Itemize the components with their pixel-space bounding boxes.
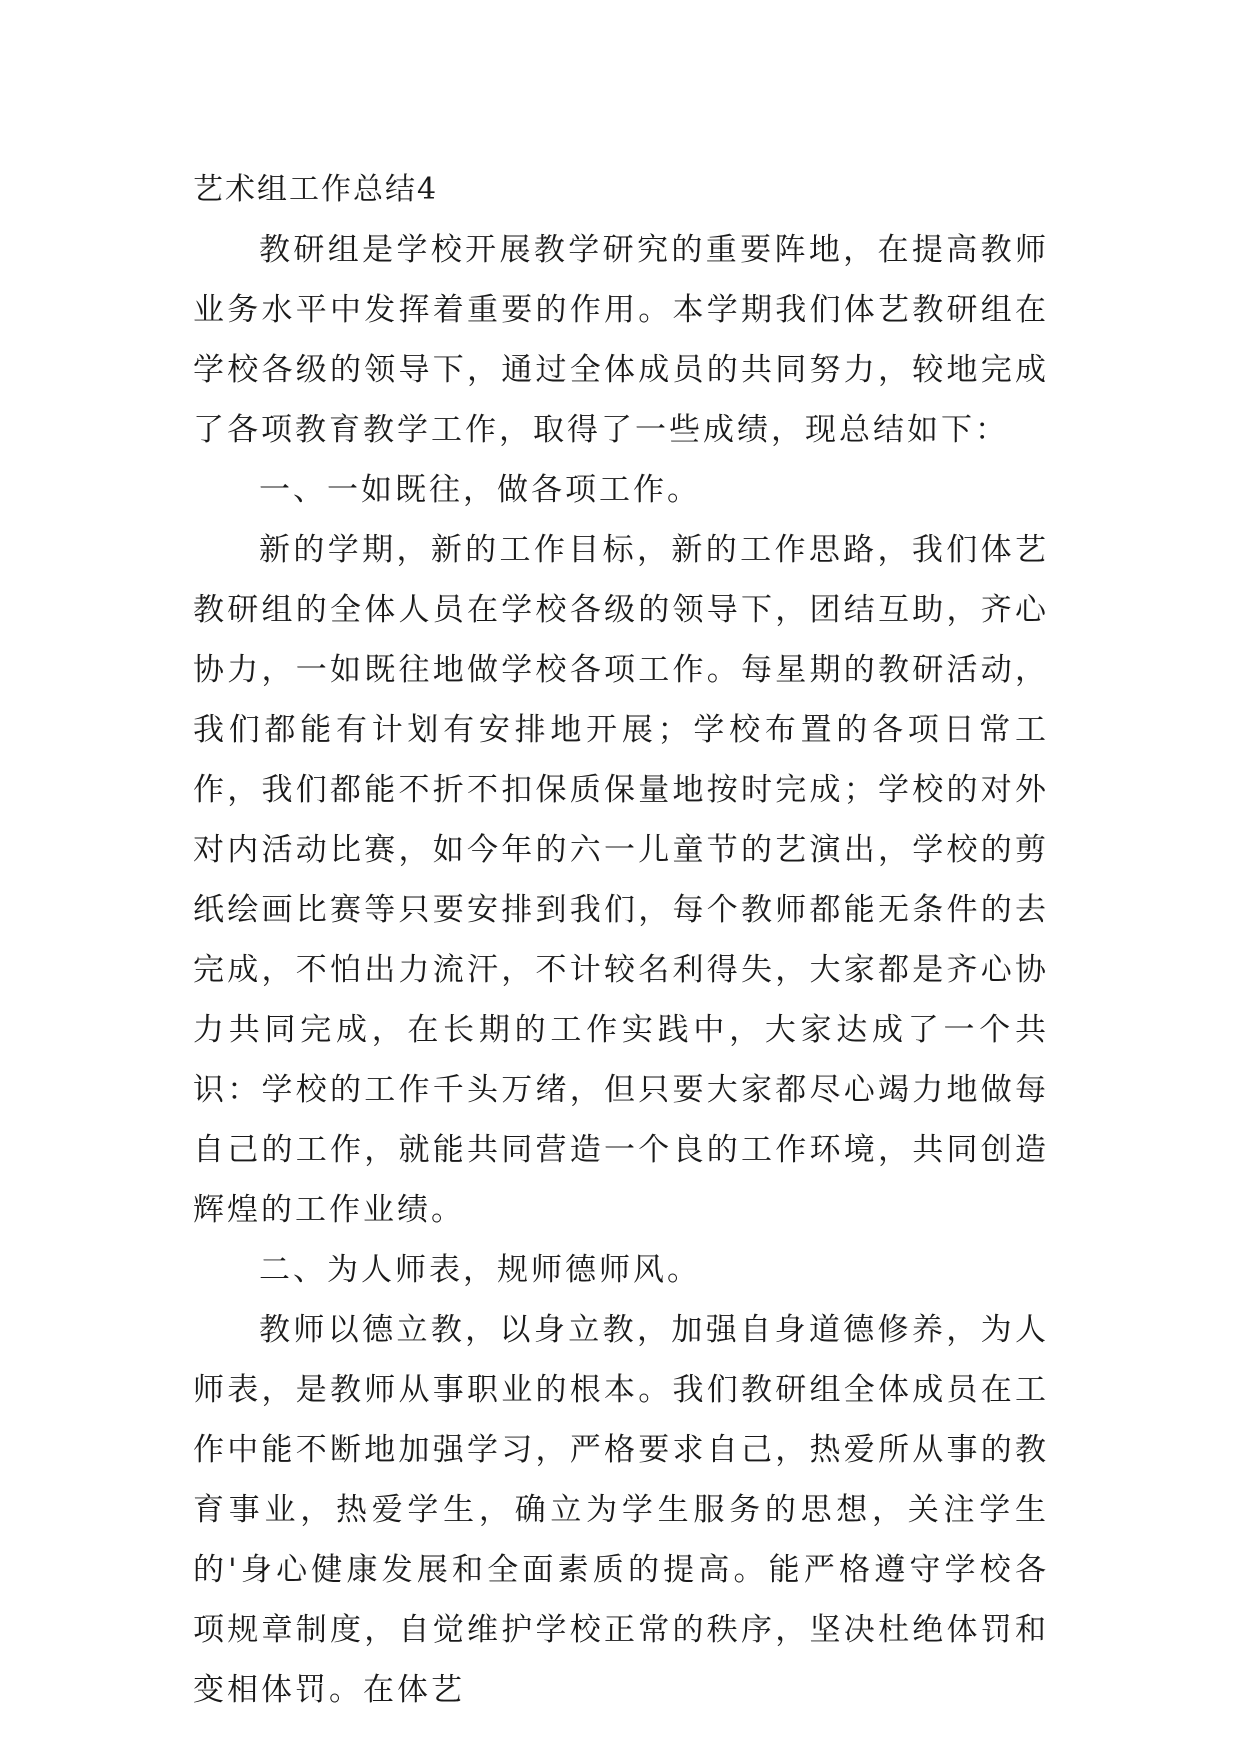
document-title: 艺术组工作总结4 xyxy=(193,172,439,207)
paragraph-section-1: 新的学期，新的工作目标，新的工作思路，我们体艺教研组的全体人员在学校各级的领导下，团结互助，齐心协力，一如既往地做学校各项工作。每星期的教研活动，我们都能有计划有安排地开展；学校布置的各项日常工作，我们都能不折不扣保质保量地按时完成；学校的对外对内活动比赛，如今年的六一儿童节的艺演出，学校的剪纸绘画比赛等只要安排到我们，每个教师都能无条件的去完成，不怕出力流汗，不计较名利得失，大家都是齐心协力共同完成，在长期的工作实践中，大家达成了一个共识：学校的工作千头万绪，但只要大家都尽心竭力地做每自己的工作，就能共同营造一个良的工作环境，共同创造辉煌的工作业绩。 xyxy=(193,532,1049,1228)
paragraph-intro: 教研组是学校开展教学研究的重要阵地，在提高教师业务水平中发挥着重要的作用。本学期我们体艺教研组在学校各级的领导下，通过全体成员的共同努力，较地完成了各项教育教学工作，取得了一些成绩，现总结如下： xyxy=(193,232,1049,448)
document-page xyxy=(193,160,1049,1720)
paragraph-section-2: 教师以德立教，以身立教，加强自身道德修养，为人师表，是教师从事职业的根本。我们教研组全体成员在工作中能不断地加强学习，严格要求自己，热爱所从事的教育事业，热爱学生，确立为学生服务的思想，关注学生的'身心健康发展和全面素质的提高。能严格遵守学校各项规章制度，自觉维护学校正常的秩序，坚决杜绝体罚和变相体罚。在体艺 xyxy=(193,1312,1049,1708)
section-heading-1: 一、一如既往，做各项工作。 xyxy=(259,472,701,508)
section-heading-2: 二、为人师表，规师德师风。 xyxy=(259,1252,701,1288)
